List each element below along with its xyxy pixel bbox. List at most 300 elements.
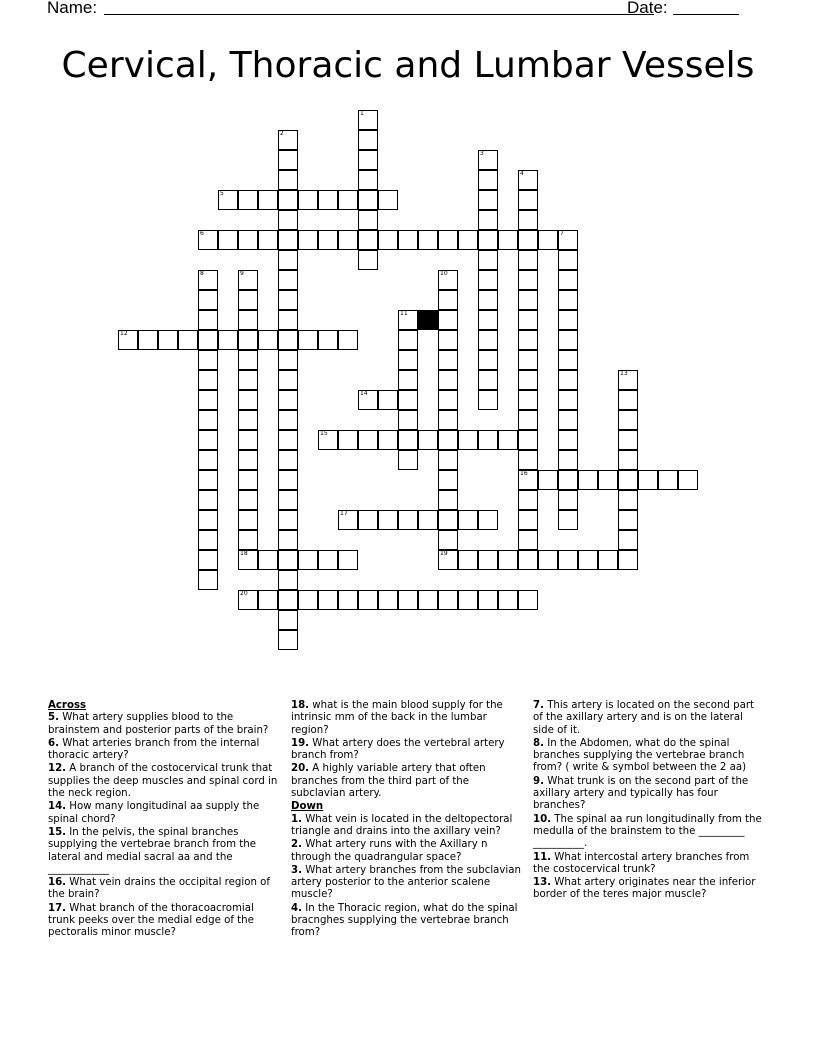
page-title: Cervical, Thoracic and Lumbar Vessels — [61, 45, 755, 86]
grid-cell[interactable] — [358, 430, 378, 450]
grid-cell[interactable] — [398, 510, 418, 530]
grid-cell[interactable] — [178, 330, 198, 350]
grid-cell[interactable] — [198, 330, 218, 350]
clue-text: What vein drains the occipital region of the brain? — [48, 877, 270, 901]
grid-cell[interactable] — [618, 550, 638, 570]
grid-cell[interactable] — [678, 470, 698, 490]
grid-cell[interactable] — [358, 510, 378, 530]
grid-block-cell — [418, 310, 438, 330]
grid-cell[interactable] — [298, 230, 318, 250]
grid-cell[interactable] — [238, 490, 258, 510]
grid-cell[interactable] — [298, 330, 318, 350]
grid-cell[interactable] — [658, 470, 678, 490]
grid-cell[interactable] — [298, 550, 318, 570]
grid-cell[interactable] — [558, 270, 578, 290]
grid-cell[interactable] — [318, 590, 338, 610]
grid-cell[interactable] — [218, 230, 238, 250]
grid-cell[interactable] — [558, 370, 578, 390]
clue-text: What artery runs with the Axillary n through the quadrangular space? — [291, 839, 488, 863]
grid-cell[interactable] — [518, 330, 538, 350]
cell-number: 4 — [520, 170, 524, 177]
grid-cell[interactable] — [238, 370, 258, 390]
grid-cell[interactable] — [318, 430, 338, 450]
clue-text: A highly variable artery that often branches from the third part of the subclavian artery. — [291, 763, 486, 800]
grid-cell[interactable] — [278, 270, 298, 290]
grid-cell[interactable] — [518, 290, 538, 310]
grid-cell[interactable] — [238, 410, 258, 430]
grid-cell[interactable] — [318, 330, 338, 350]
grid-cell[interactable] — [618, 370, 638, 390]
grid-cell[interactable] — [258, 230, 278, 250]
grid-cell[interactable] — [398, 590, 418, 610]
grid-cell[interactable] — [238, 190, 258, 210]
grid-cell[interactable] — [278, 190, 298, 210]
grid-cell[interactable] — [438, 310, 458, 330]
grid-cell[interactable] — [438, 330, 458, 350]
grid-cell[interactable] — [398, 370, 418, 390]
grid-cell[interactable] — [198, 310, 218, 330]
grid-cell[interactable] — [618, 510, 638, 530]
clue-number: 3. — [291, 864, 302, 876]
grid-cell[interactable] — [558, 470, 578, 490]
clue-column-2 — [291, 700, 523, 941]
grid-cell[interactable] — [358, 110, 378, 130]
clue-item — [291, 865, 523, 902]
grid-cell[interactable] — [398, 230, 418, 250]
grid-cell[interactable] — [278, 530, 298, 550]
clue-text: In the Thoracic region, what do the spinal bracnghes supplying the vertebrae branch from? — [291, 902, 518, 939]
clue-number: 14. — [48, 801, 67, 813]
grid-cell[interactable] — [458, 430, 478, 450]
grid-cell[interactable] — [618, 470, 638, 490]
grid-cell[interactable] — [258, 590, 278, 610]
across-heading: Across — [48, 700, 87, 711]
cell-number: 1 — [360, 110, 364, 117]
grid-cell[interactable] — [478, 330, 498, 350]
clue-text: A branch of the costocervical trunk that supplies the deep muscles and spinal cord in the neck region. — [48, 763, 278, 800]
grid-cell[interactable] — [438, 370, 458, 390]
grid-cell[interactable] — [238, 510, 258, 530]
grid-cell[interactable] — [118, 330, 138, 350]
grid-cell[interactable] — [478, 190, 498, 210]
grid-cell[interactable] — [438, 590, 458, 610]
grid-cell[interactable] — [278, 350, 298, 370]
grid-cell[interactable] — [238, 530, 258, 550]
clue-number: 9. — [533, 775, 544, 787]
grid-cell[interactable] — [298, 190, 318, 210]
clue-item — [533, 700, 765, 737]
grid-cell[interactable] — [438, 470, 458, 490]
grid-cell[interactable] — [278, 570, 298, 590]
grid-cell[interactable] — [398, 310, 418, 330]
grid-cell[interactable] — [518, 430, 538, 450]
clue-text: What artery supplies blood to the brainstem and posterior parts of the brain? — [48, 712, 269, 736]
grid-cell[interactable] — [518, 390, 538, 410]
grid-cell[interactable] — [438, 290, 458, 310]
grid-cell[interactable] — [198, 490, 218, 510]
clue-number: 15. — [48, 826, 67, 838]
grid-cell[interactable] — [198, 270, 218, 290]
clue-number: 7. — [533, 700, 544, 711]
date-label: Date: — [627, 0, 668, 17]
grid-cell[interactable] — [238, 550, 258, 570]
grid-cell[interactable] — [478, 170, 498, 190]
grid-cell[interactable] — [338, 190, 358, 210]
grid-cell[interactable] — [278, 430, 298, 450]
grid-cell[interactable] — [378, 390, 398, 410]
clue-number: 4. — [291, 902, 302, 914]
grid-cell[interactable] — [158, 330, 178, 350]
grid-cell[interactable] — [538, 550, 558, 570]
grid-cell[interactable] — [238, 270, 258, 290]
grid-cell[interactable] — [538, 230, 558, 250]
grid-cell[interactable] — [518, 190, 538, 210]
grid-cell[interactable] — [358, 150, 378, 170]
clue-text: What branch of the thoracoacromial trunk peeks over the medial edge of the pectoralis minor muscle? — [48, 902, 254, 939]
grid-cell[interactable] — [558, 330, 578, 350]
grid-cell[interactable] — [518, 370, 538, 390]
cell-number: 9 — [240, 270, 244, 277]
cell-number: 19 — [440, 550, 448, 557]
grid-cell[interactable] — [518, 170, 538, 190]
grid-cell[interactable] — [438, 490, 458, 510]
grid-cell[interactable] — [338, 550, 358, 570]
grid-cell[interactable] — [278, 170, 298, 190]
grid-cell[interactable] — [558, 250, 578, 270]
grid-cell[interactable] — [278, 590, 298, 610]
grid-cell[interactable] — [358, 250, 378, 270]
clue-text: This artery is located on the second part of the axillary artery and is on the lateral side of it. — [533, 700, 755, 736]
grid-cell[interactable] — [558, 310, 578, 330]
clue-number: 12. — [48, 763, 67, 775]
grid-cell[interactable] — [318, 550, 338, 570]
cell-number: 11 — [400, 310, 408, 317]
grid-cell[interactable] — [278, 250, 298, 270]
clue-number: 10. — [533, 813, 552, 825]
grid-cell[interactable] — [438, 550, 458, 570]
grid-cell[interactable] — [318, 190, 338, 210]
grid-cell[interactable] — [518, 490, 538, 510]
grid-cell[interactable] — [278, 450, 298, 470]
grid-cell[interactable] — [438, 230, 458, 250]
grid-cell[interactable] — [278, 310, 298, 330]
grid-cell[interactable] — [398, 390, 418, 410]
grid-cell[interactable] — [278, 210, 298, 230]
grid-cell[interactable] — [278, 130, 298, 150]
cell-number: 6 — [200, 230, 204, 237]
grid-cell[interactable] — [518, 590, 538, 610]
grid-cell[interactable] — [358, 210, 378, 230]
clue-text: In the pelvis, the spinal branches supplying the vertebrae branch from the lateral and medial sacral aa and the ____________ — [48, 826, 256, 875]
grid-cell[interactable] — [458, 510, 478, 530]
grid-cell[interactable] — [478, 270, 498, 290]
grid-cell[interactable] — [478, 390, 498, 410]
grid-cell[interactable] — [558, 510, 578, 530]
grid-cell[interactable] — [378, 590, 398, 610]
cell-number: 17 — [340, 510, 348, 517]
grid-cell[interactable] — [518, 530, 538, 550]
grid-cell[interactable] — [518, 410, 538, 430]
grid-cell[interactable] — [378, 230, 398, 250]
cell-number: 18 — [240, 550, 248, 557]
grid-cell[interactable] — [258, 190, 278, 210]
clue-item — [533, 738, 765, 775]
grid-cell[interactable] — [478, 430, 498, 450]
cell-number: 12 — [120, 330, 128, 337]
grid-cell[interactable] — [478, 370, 498, 390]
grid-cell[interactable] — [198, 290, 218, 310]
grid-cell[interactable] — [518, 350, 538, 370]
grid-cell[interactable] — [478, 210, 498, 230]
grid-cell[interactable] — [478, 250, 498, 270]
grid-cell[interactable] — [578, 470, 598, 490]
grid-cell[interactable] — [238, 450, 258, 470]
grid-cell[interactable] — [358, 190, 378, 210]
grid-cell[interactable] — [278, 510, 298, 530]
grid-cell[interactable] — [278, 630, 298, 650]
grid-cell[interactable] — [478, 230, 498, 250]
grid-cell[interactable] — [278, 470, 298, 490]
grid-cell[interactable] — [378, 430, 398, 450]
grid-cell[interactable] — [438, 410, 458, 430]
grid-cell[interactable] — [358, 590, 378, 610]
grid-cell[interactable] — [498, 230, 518, 250]
grid-cell[interactable] — [278, 150, 298, 170]
grid-cell[interactable] — [438, 350, 458, 370]
clue-number: 13. — [533, 877, 552, 889]
grid-cell[interactable] — [278, 610, 298, 630]
grid-cell[interactable] — [478, 550, 498, 570]
clue-number: 6. — [48, 737, 59, 749]
grid-cell[interactable] — [358, 130, 378, 150]
grid-cell[interactable] — [358, 170, 378, 190]
grid-cell[interactable] — [618, 490, 638, 510]
grid-cell[interactable] — [378, 190, 398, 210]
clue-text: What artery branches from the subclavian artery posterior to the anterior scalene muscle? — [291, 864, 521, 901]
clue-text: What artery does the vertebral artery branch from? — [291, 737, 505, 762]
grid-cell[interactable] — [558, 230, 578, 250]
grid-cell[interactable] — [518, 550, 538, 570]
cell-number: 20 — [240, 590, 248, 597]
clue-number: 18. — [291, 700, 310, 711]
grid-cell[interactable] — [398, 350, 418, 370]
grid-cell[interactable] — [278, 290, 298, 310]
grid-cell[interactable] — [338, 590, 358, 610]
clue-item — [291, 839, 523, 864]
cell-number: 10 — [440, 270, 448, 277]
clue-number: 16. — [48, 877, 67, 889]
grid-cell[interactable] — [418, 590, 438, 610]
clue-text: What artery originates near the inferior border of the teres major muscle? — [533, 877, 756, 901]
grid-cell[interactable] — [638, 470, 658, 490]
grid-cell[interactable] — [238, 290, 258, 310]
clue-item — [291, 700, 523, 737]
grid-cell[interactable] — [418, 510, 438, 530]
grid-cell[interactable] — [238, 350, 258, 370]
grid-cell[interactable] — [618, 450, 638, 470]
clue-text: In the Abdomen, what do the spinal branches supplying the vertebrae branch from? ( write & symbol between the 2 aa) — [533, 737, 747, 774]
grid-cell[interactable] — [498, 590, 518, 610]
grid-cell[interactable] — [478, 290, 498, 310]
cell-number: 14 — [360, 390, 368, 397]
grid-cell[interactable] — [358, 230, 378, 250]
grid-cell[interactable] — [618, 410, 638, 430]
grid-cell[interactable] — [598, 470, 618, 490]
cell-number: 16 — [520, 470, 528, 477]
clue-item — [291, 763, 523, 800]
clue-item — [533, 776, 765, 813]
clue-item — [291, 903, 523, 940]
grid-cell[interactable] — [338, 230, 358, 250]
name-label: Name: — [47, 0, 98, 17]
grid-cell[interactable] — [458, 230, 478, 250]
grid-cell[interactable] — [418, 230, 438, 250]
grid-cell[interactable] — [558, 430, 578, 450]
grid-cell[interactable] — [278, 370, 298, 390]
clue-text: What arteries branch from the internal thoracic artery? — [48, 737, 260, 762]
grid-cell[interactable] — [238, 470, 258, 490]
grid-cell[interactable] — [518, 270, 538, 290]
clue-column-3 — [533, 700, 765, 903]
grid-cell[interactable] — [418, 430, 438, 450]
cell-number: 8 — [200, 270, 204, 277]
grid-cell[interactable] — [518, 310, 538, 330]
grid-cell[interactable] — [198, 350, 218, 370]
grid-cell[interactable] — [598, 550, 618, 570]
grid-cell[interactable] — [278, 390, 298, 410]
cell-number: 2 — [280, 130, 284, 137]
grid-cell[interactable] — [378, 510, 398, 530]
grid-cell[interactable] — [398, 410, 418, 430]
cell-number: 7 — [560, 230, 564, 237]
grid-cell[interactable] — [198, 390, 218, 410]
grid-cell[interactable] — [458, 590, 478, 610]
grid-cell[interactable] — [558, 450, 578, 470]
cell-number: 15 — [320, 430, 328, 437]
grid-cell[interactable] — [398, 450, 418, 470]
grid-cell[interactable] — [578, 550, 598, 570]
grid-cell[interactable] — [398, 330, 418, 350]
grid-cell[interactable] — [498, 550, 518, 570]
grid-cell[interactable] — [558, 410, 578, 430]
cell-number: 5 — [220, 190, 224, 197]
clue-text: How many longitudinal aa supply the spinal chord? — [48, 801, 260, 825]
grid-cell[interactable] — [238, 430, 258, 450]
clue-item — [48, 903, 280, 940]
grid-cell[interactable] — [438, 450, 458, 470]
grid-cell[interactable] — [558, 490, 578, 510]
clue-text: The spinal aa run longitudinally from the medulla of the brainstem to the _________ __________. — [533, 813, 762, 850]
grid-cell[interactable] — [478, 590, 498, 610]
clue-number: 19. — [291, 737, 310, 749]
grid-cell[interactable] — [558, 390, 578, 410]
grid-cell[interactable] — [518, 450, 538, 470]
grid-cell[interactable] — [238, 230, 258, 250]
grid-cell[interactable] — [198, 510, 218, 530]
clue-number: 20. — [291, 763, 310, 775]
clue-column-1 — [48, 700, 280, 941]
grid-cell[interactable] — [198, 450, 218, 470]
grid-cell[interactable] — [218, 190, 238, 210]
grid-cell[interactable] — [238, 590, 258, 610]
clue-item — [48, 801, 280, 826]
grid-cell[interactable] — [238, 330, 258, 350]
clue-text: What vein is located in the deltopectoral triangle and drains into the axillary vein? — [291, 813, 513, 837]
clue-text: What intercostal artery branches from the costocervical trunk? — [533, 851, 750, 875]
grid-cell[interactable] — [338, 330, 358, 350]
clue-number: 5. — [48, 712, 59, 724]
grid-cell[interactable] — [358, 390, 378, 410]
cell-number: 13 — [620, 370, 628, 377]
grid-cell[interactable] — [478, 350, 498, 370]
grid-cell[interactable] — [558, 350, 578, 370]
grid-cell[interactable] — [518, 510, 538, 530]
grid-cell[interactable] — [338, 430, 358, 450]
grid-cell[interactable] — [138, 330, 158, 350]
grid-cell[interactable] — [238, 310, 258, 330]
grid-cell[interactable] — [618, 390, 638, 410]
grid-cell[interactable] — [198, 570, 218, 590]
grid-cell[interactable] — [518, 470, 538, 490]
grid-cell[interactable] — [438, 430, 458, 450]
grid-cell[interactable] — [318, 230, 338, 250]
clue-item — [48, 827, 280, 876]
grid-cell[interactable] — [278, 550, 298, 570]
clue-number: 11. — [533, 851, 552, 863]
grid-cell[interactable] — [218, 330, 238, 350]
grid-cell[interactable] — [398, 430, 418, 450]
grid-cell[interactable] — [498, 430, 518, 450]
grid-cell[interactable] — [518, 250, 538, 270]
grid-cell[interactable] — [518, 210, 538, 230]
grid-cell[interactable] — [338, 510, 358, 530]
grid-cell[interactable] — [438, 270, 458, 290]
grid-cell[interactable] — [278, 330, 298, 350]
grid-cell[interactable] — [478, 150, 498, 170]
grid-cell[interactable] — [278, 490, 298, 510]
grid-cell[interactable] — [538, 470, 558, 490]
clue-item — [48, 877, 280, 902]
clue-item — [48, 738, 280, 763]
grid-cell[interactable] — [558, 550, 578, 570]
grid-cell[interactable] — [238, 390, 258, 410]
grid-cell[interactable] — [198, 530, 218, 550]
grid-cell[interactable] — [478, 510, 498, 530]
grid-cell[interactable] — [278, 230, 298, 250]
grid-cell[interactable] — [198, 430, 218, 450]
grid-cell[interactable] — [458, 550, 478, 570]
grid-cell[interactable] — [258, 330, 278, 350]
grid-cell[interactable] — [278, 410, 298, 430]
grid-cell[interactable] — [198, 370, 218, 390]
grid-cell[interactable] — [198, 550, 218, 570]
grid-cell[interactable] — [618, 430, 638, 450]
grid-cell[interactable] — [198, 230, 218, 250]
grid-cell[interactable] — [198, 470, 218, 490]
grid-cell[interactable] — [438, 530, 458, 550]
clue-item — [48, 712, 280, 737]
grid-cell[interactable] — [618, 530, 638, 550]
grid-cell[interactable] — [518, 230, 538, 250]
grid-cell[interactable] — [438, 510, 458, 530]
grid-cell[interactable] — [298, 590, 318, 610]
grid-cell[interactable] — [478, 310, 498, 330]
grid-cell[interactable] — [258, 550, 278, 570]
grid-cell[interactable] — [438, 390, 458, 410]
grid-cell[interactable] — [198, 410, 218, 430]
grid-cell[interactable] — [558, 290, 578, 310]
clue-item — [533, 814, 765, 851]
